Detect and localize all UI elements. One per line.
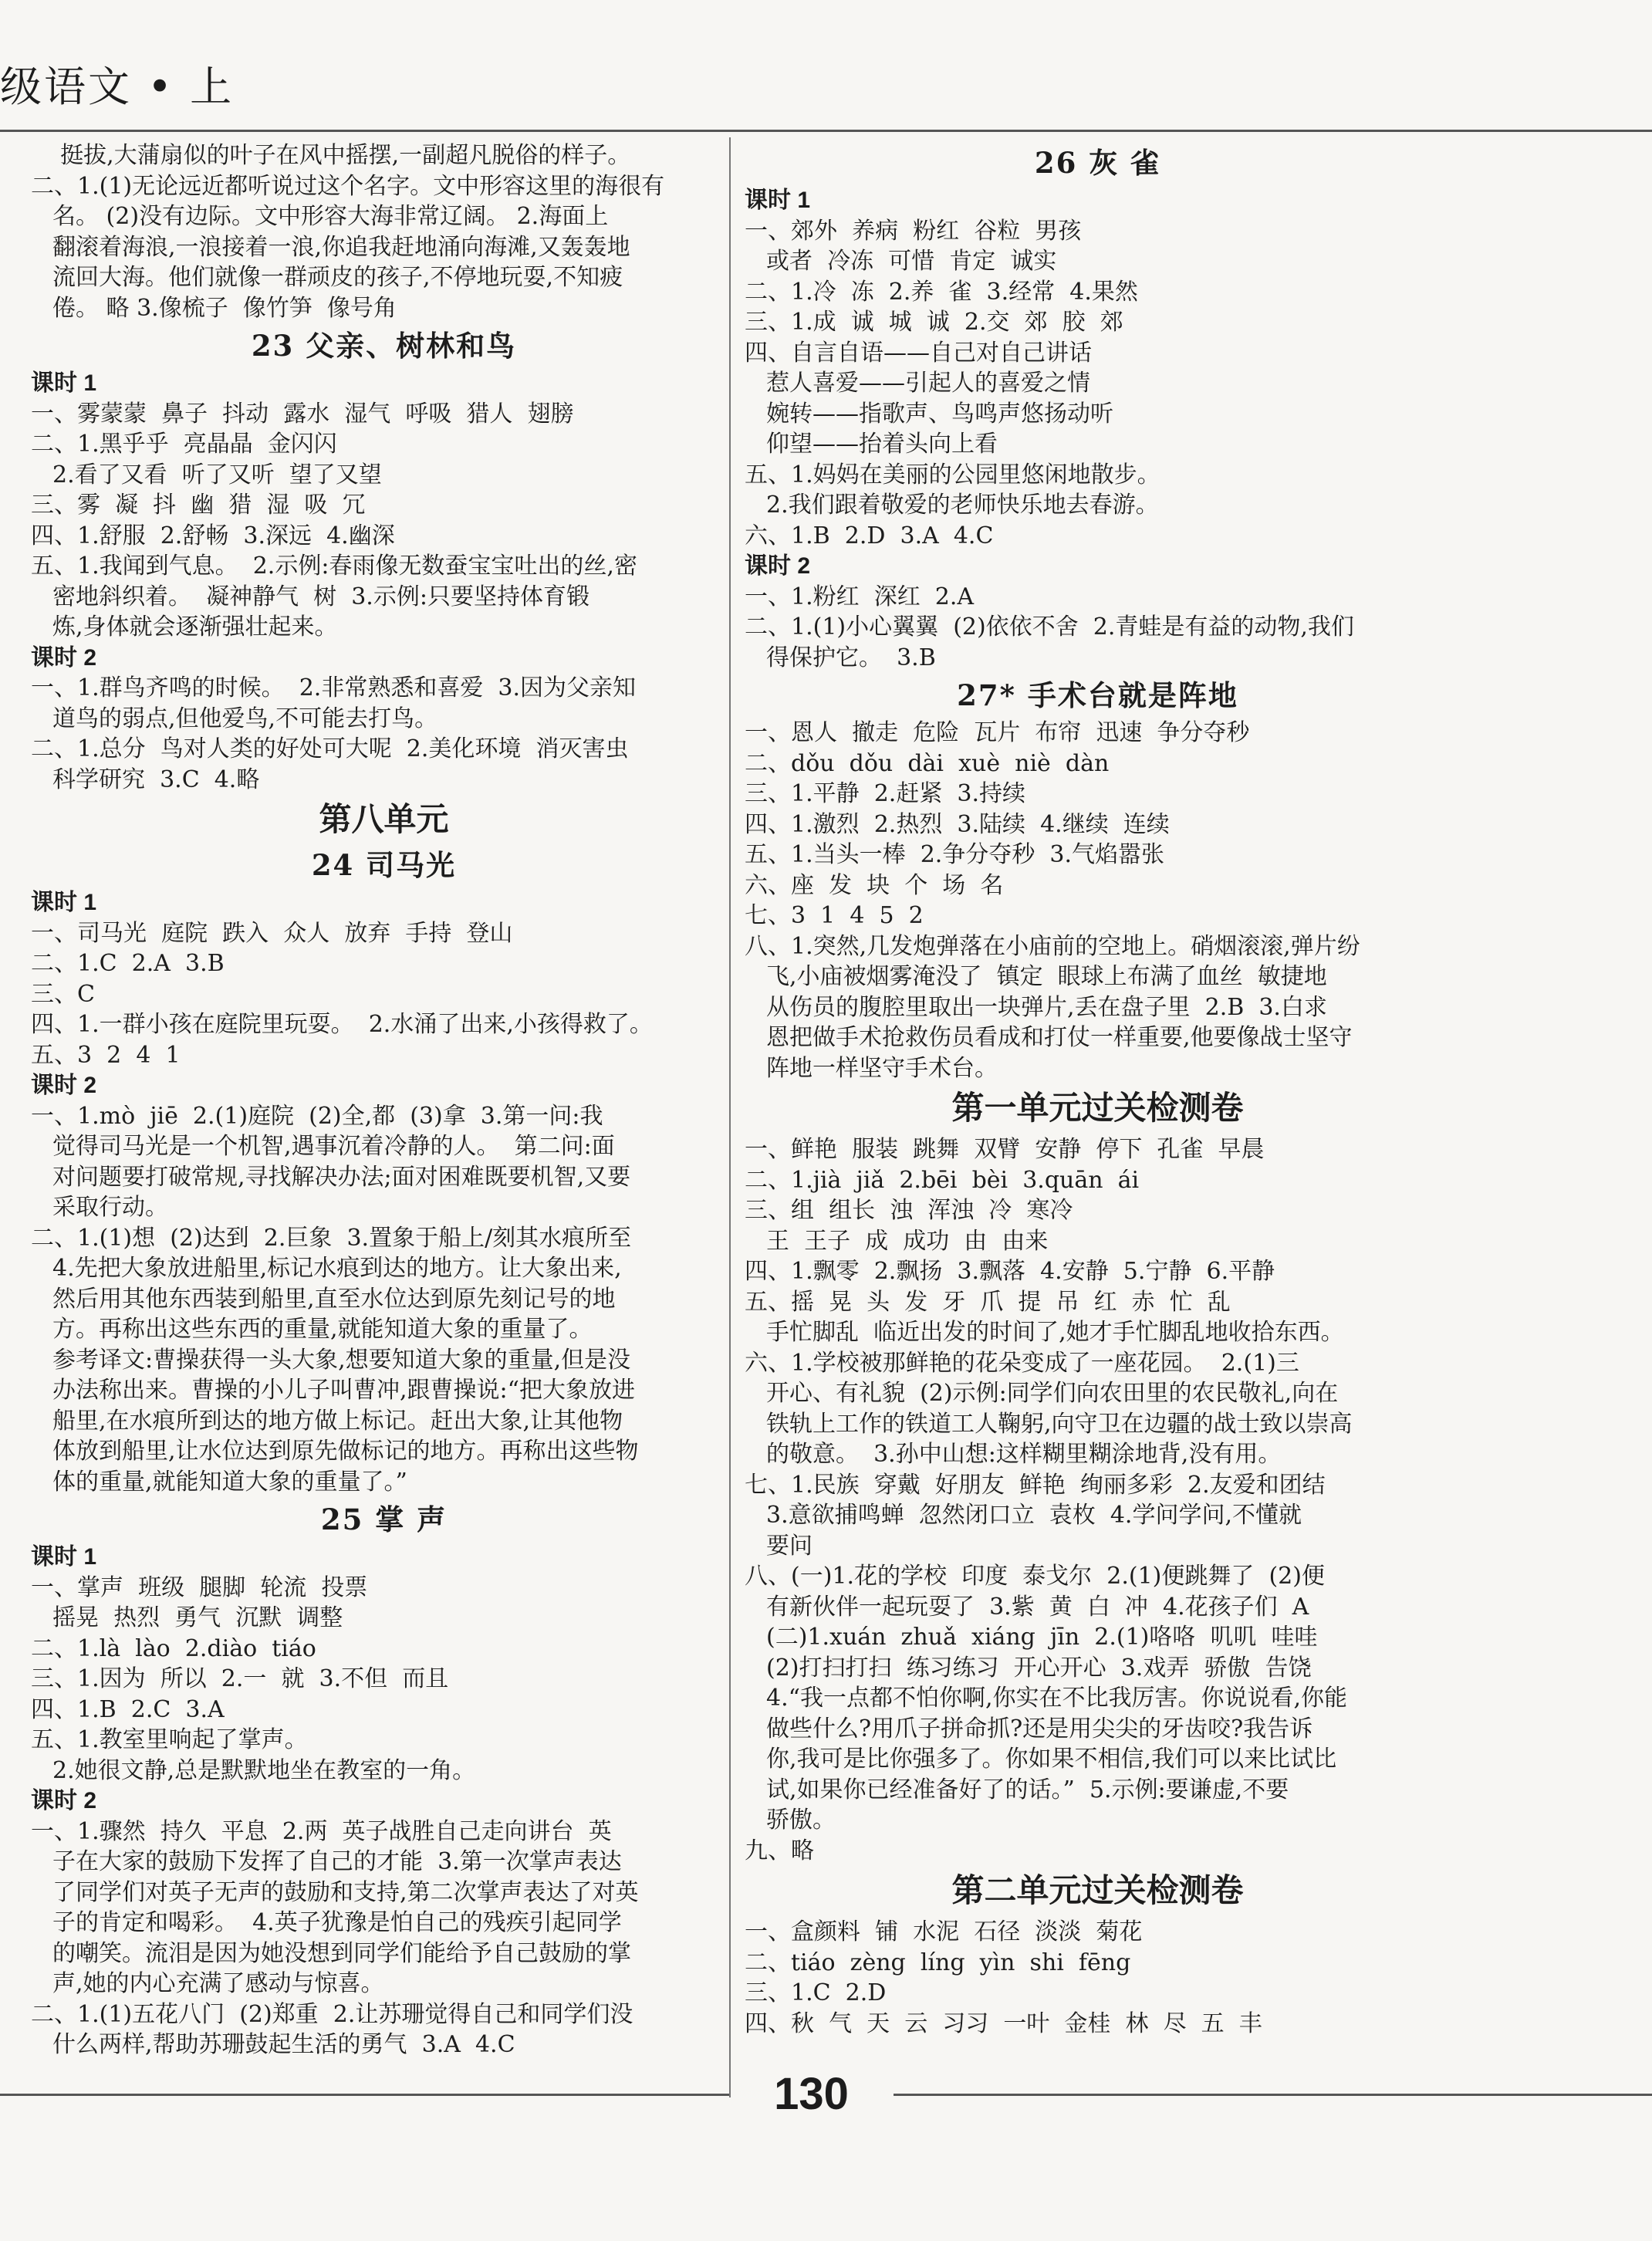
answer-line-continued: 了同学们对英子无声的鼓励和支持,第二次掌声表达了对英 xyxy=(52,1878,639,1906)
answer-line-continued: 翻滚着海浪,一浪接着一浪,你追我赶地涌向海滩,又轰轰地 xyxy=(52,233,630,261)
lesson-title: 26 灰 雀 xyxy=(1034,146,1161,180)
answer-line-continued: 什么两样,帮助苏珊鼓起生活的勇气 3.A 4.C xyxy=(52,2031,515,2058)
answer-line: 七、3 1 4 5 2 xyxy=(745,902,924,929)
answer-line-continued: 仰望——抬着头向上看 xyxy=(766,431,998,458)
answer-line-continued: 4.“我一点都不怕你啊,你实在不比我厉害。你说说看,你能 xyxy=(766,1685,1348,1712)
lesson-title: 25 掌 声 xyxy=(320,1502,448,1536)
answer-line-continued: 或者 冷冻 可惜 肯定 诚实 xyxy=(766,248,1057,275)
answer-line-continued: 开心、有礼貌 (2)示例:同学们向农田里的农民敬礼,向在 xyxy=(766,1380,1339,1407)
answer-line: 一、掌声 班级 腿脚 轮流 投票 xyxy=(31,1573,368,1601)
answer-line-continued: 名。 (2)没有边际。文中形容大海非常辽阔。 2.海面上 xyxy=(52,203,609,230)
answer-line: 五、摇 晃 头 发 牙 爪 提 吊 红 赤 忙 乱 xyxy=(745,1288,1231,1316)
answer-line-continued: 摇晃 热烈 勇气 沉默 调整 xyxy=(52,1604,343,1631)
answer-line-continued: 科学研究 3.C 4.略 xyxy=(52,766,260,793)
answer-line-continued: 的嘲笑。流泪是因为她没想到同学们能给予自己鼓励的掌 xyxy=(52,1939,631,1967)
answer-line: 七、1.民族 穿戴 好朋友 鲜艳 绚丽多彩 2.友爱和团结 xyxy=(745,1471,1326,1499)
answer-line-continued: 阵地一样坚守手术台。 xyxy=(766,1054,998,1082)
answer-line: 二、1.(1)小心翼翼 (2)依依不舍 2.青蛙是有益的动物,我们 xyxy=(745,613,1354,641)
answer-line-continued: 惹人喜爱——引起人的喜爱之情 xyxy=(766,370,1090,397)
answer-line: 二、1.(1)五花八门 (2)郑重 2.让苏珊觉得自己和同学们没 xyxy=(31,2000,633,2028)
answer-line-continued: 方。再称出这些东西的重量,就能知道大象的重量了。 xyxy=(52,1316,593,1343)
answer-line-continued: 声,她的内心充满了感动与惊喜。 xyxy=(52,1970,384,1997)
header-rule xyxy=(0,130,1652,132)
answer-line: 四、1.激烈 2.热烈 3.陆续 4.继续 连续 xyxy=(745,810,1170,838)
answer-line-continued: 倦。 略 3.像梳子 像竹笋 像号角 xyxy=(52,294,397,322)
answer-line: 五、3 2 4 1 xyxy=(31,1041,181,1069)
answer-line-continued: 办法称出来。曹操的小儿子叫曹冲,跟曹操说:“把大象放进 xyxy=(52,1377,635,1404)
answer-line-continued: 试,如果你已经准备好了的话。” 5.示例:要谦虚,不要 xyxy=(766,1776,1289,1803)
answer-line: 五、1.教室里响起了掌声。 xyxy=(31,1726,308,1753)
lesson-title: 23 父亲、树林和鸟 xyxy=(251,329,517,363)
answer-line-continued: 飞,小庙被烟雾淹没了 镇定 眼球上布满了血丝 敏捷地 xyxy=(766,963,1327,990)
answer-line: 一、恩人 撤走 危险 瓦片 布帘 迅速 争分夺秒 xyxy=(745,719,1250,746)
unit-title: 第二单元过关检测卷 xyxy=(951,1872,1244,1908)
answer-line: 八、(一)1.花的学校 印度 泰戈尔 2.(1)便跳舞了 (2)便 xyxy=(745,1563,1325,1590)
answer-line: 一、郊外 养病 粉红 谷粒 男孩 xyxy=(745,217,1082,245)
answer-line-continued: 从伤员的腹腔里取出一块弹片,丢在盘子里 2.B 3.白求 xyxy=(766,993,1327,1021)
answer-line: 一、盒颜料 铺 水泥 石径 淡淡 菊花 xyxy=(745,1918,1143,1945)
answer-line: 一、1.mò jiē 2.(1)庭院 (2)全,都 (3)拿 3.第一问:我 xyxy=(31,1102,603,1130)
answer-line-continued: 流回大海。他们就像一群顽皮的孩子,不停地玩耍,不知疲 xyxy=(52,264,623,291)
answer-line-continued: 子在大家的鼓励下发挥了自己的才能 3.第一次掌声表达 xyxy=(52,1848,622,1875)
answer-line-continued: 恩把做手术抢救伤员看成和打仗一样重要,他要像战士坚守 xyxy=(766,1024,1353,1051)
answer-line-continued: 参考译文:曹操获得一头大象,想要知道大象的重量,但是没 xyxy=(52,1346,631,1374)
answer-line-continued: 王 王子 成 成功 由 由来 xyxy=(766,1227,1049,1255)
lesson-period-label: 课时 1 xyxy=(745,188,811,213)
answer-line: 二、1.(1)无论远近都听说过这个名字。文中形容这里的海很有 xyxy=(31,172,665,200)
answer-line-continued: 有新伙伴一起玩耍了 3.紫 黄 白 冲 4.花孩子们 A xyxy=(766,1593,1309,1621)
answer-line: 二、tiáo zèng líng yìn shi fēng xyxy=(745,1949,1131,1976)
answer-line: 三、1.C 2.D xyxy=(745,1979,887,2006)
answer-line-continued: 2.我们跟着敬爱的老师快乐地去春游。 xyxy=(766,492,1159,519)
answer-line-continued: 船里,在水痕所到达的地方做上标记。赶出大象,让其他物 xyxy=(52,1407,623,1435)
answer-line-continued: 觉得司马光是一个机智,遇事沉着冷静的人。 第二问:面 xyxy=(52,1133,615,1160)
lesson-period-label: 课时 2 xyxy=(31,644,97,671)
answer-line-continued: 2.看了又看 听了又听 望了又望 xyxy=(52,461,382,488)
answer-line-continued: 3.意欲捕鸣蝉 忽然闭口立 袁枚 4.学问学问,不懂就 xyxy=(766,1502,1302,1529)
answer-line-continued: 4.先把大象放进船里,标记水痕到达的地方。让大象出来, xyxy=(52,1255,622,1282)
answer-line-continued: 做些什么?用爪子拼命抓?还是用尖尖的牙齿咬?我告诉 xyxy=(766,1715,1313,1742)
answer-line: 挺拔,大蒲扇似的叶子在风中摇摆,一副超凡脱俗的样子。 xyxy=(31,142,631,169)
answer-line: 四、自言自语——自己对自己讲话 xyxy=(745,339,1092,367)
answer-line-continued: 手忙脚乱 临近出发的时间了,她才手忙脚乱地收拾东西。 xyxy=(766,1319,1344,1346)
answer-line-continued: (二)1.xuán zhuǎ xiáng jīn 2.(1)咯咯 叽叽 哇哇 xyxy=(766,1624,1318,1651)
answer-line-continued: 得保护它。 3.B xyxy=(766,644,936,671)
answer-line: 二、1.冷 冻 2.养 雀 3.经常 4.果然 xyxy=(745,278,1138,306)
answer-line: 五、1.我闻到气息。 2.示例:春雨像无数蚕宝宝吐出的丝,密 xyxy=(31,553,637,580)
answer-line-continued: 然后用其他东西装到船里,直至水位达到原先刻记号的地 xyxy=(52,1285,616,1313)
answer-line: 四、1.飘零 2.飘扬 3.飘落 4.安静 5.宁静 6.平静 xyxy=(745,1258,1275,1285)
answer-line: 一、1.骤然 持久 平息 2.两 英子战胜自己走向讲台 英 xyxy=(31,1817,612,1845)
lesson-period-label: 课时 1 xyxy=(31,370,97,396)
answer-line-continued: 体的重量,就能知道大象的重量了。” xyxy=(52,1468,407,1496)
answer-line-continued: 体放到船里,让水位达到原先做标记的地方。再称出这些物 xyxy=(52,1438,639,1465)
answer-line: 一、雾蒙蒙 鼻子 抖动 露水 湿气 呼吸 猎人 翅膀 xyxy=(31,400,574,428)
answer-line: 二、1.总分 鸟对人类的好处可大呢 2.美化环境 消灭害虫 xyxy=(31,735,629,762)
answer-line: 八、1.突然,几发炮弹落在小庙前的空地上。硝烟滚滚,弹片纷 xyxy=(745,932,1360,960)
lesson-period-label: 课时 1 xyxy=(31,890,97,915)
answer-line: 三、1.成 诚 城 诚 2.交 郊 胶 郊 xyxy=(745,309,1123,336)
lesson-period-label: 课时 1 xyxy=(31,1544,97,1570)
answer-line: 四、1.B 2.C 3.A xyxy=(31,1695,225,1723)
answer-line-continued: 要问 xyxy=(766,1532,812,1560)
answer-line: 二、dǒu dǒu dài xuè niè dàn xyxy=(745,749,1110,777)
answer-line: 六、1.B 2.D 3.A 4.C xyxy=(745,522,994,549)
answer-line: 三、1.平静 2.赶紧 3.持续 xyxy=(745,780,1026,807)
page-header-title: 级语文 • 上 xyxy=(0,63,235,111)
answer-line: 五、1.妈妈在美丽的公园里悠闲地散步。 xyxy=(745,461,1160,488)
answer-line: 四、秋 气 天 云 习习 一叶 金桂 林 尽 五 丰 xyxy=(745,2009,1262,2037)
answer-line-continued: 骄傲。 xyxy=(766,1807,836,1834)
answer-line-continued: 铁轨上工作的铁道工人鞠躬,向守卫在边疆的战士致以崇高 xyxy=(766,1410,1353,1438)
page-number: 130 xyxy=(774,2069,849,2119)
answer-line-continued: 你,我可是比你强多了。你如果不相信,我们可以来比试比 xyxy=(766,1746,1337,1773)
answer-line: 二、1.(1)想 (2)达到 2.巨象 3.置象于船上/刻其水痕所至 xyxy=(31,1224,632,1252)
footer-rule-right xyxy=(894,2094,1652,2096)
answer-line: 一、鲜艳 服装 跳舞 双臂 安静 停下 孔雀 早晨 xyxy=(745,1136,1265,1163)
answer-line: 三、雾 凝 抖 幽 猎 湿 吸 冗 xyxy=(31,492,366,519)
answer-line: 三、C xyxy=(31,980,95,1008)
answer-line: 二、1.là lào 2.diào tiáo xyxy=(31,1634,316,1662)
unit-title: 第八单元 xyxy=(319,801,449,837)
answer-line-continued: 炼,身体就会逐渐强壮起来。 xyxy=(52,613,338,641)
unit-title: 第一单元过关检测卷 xyxy=(951,1090,1244,1126)
answer-line-continued: 2.她很文静,总是默默地坐在教室的一角。 xyxy=(52,1756,476,1784)
answer-line: 一、1.群鸟齐鸣的时候。 2.非常熟悉和喜爱 3.因为父亲知 xyxy=(31,674,637,701)
answer-line: 四、1.舒服 2.舒畅 3.深远 4.幽深 xyxy=(31,522,395,549)
answer-line: 一、1.粉红 深红 2.A xyxy=(745,583,975,610)
answer-line: 三、组 组长 浊 浑浊 冷 寒冷 xyxy=(745,1197,1073,1224)
answer-line: 九、略 xyxy=(745,1837,814,1864)
answer-line: 六、座 发 块 个 场 名 xyxy=(745,871,1004,899)
answer-line: 二、1.jià jiǎ 2.bēi bèi 3.quān ái xyxy=(745,1166,1140,1194)
answer-line-continued: 采取行动。 xyxy=(52,1194,168,1221)
answer-line: 六、1.学校被那鲜艳的花朵变成了一座花园。 2.(1)三 xyxy=(745,1349,1299,1377)
lesson-title: 27* 手术台就是阵地 xyxy=(957,678,1238,712)
answer-line-continued: (2)打扫打扫 练习练习 开心开心 3.戏弄 骄傲 告饶 xyxy=(766,1654,1312,1682)
answer-line-continued: 子的肯定和喝彩。 4.英子犹豫是怕自己的残疾引起同学 xyxy=(52,1909,622,1936)
answer-line: 一、司马光 庭院 跌入 众人 放弃 手持 登山 xyxy=(31,919,513,947)
lesson-title: 24 司马光 xyxy=(311,848,457,882)
answer-line-continued: 的敬意。 3.孙中山想:这样糊里糊涂地背,没有用。 xyxy=(766,1441,1282,1468)
lesson-period-label: 课时 2 xyxy=(31,1073,97,1098)
answer-line: 二、1.C 2.A 3.B xyxy=(31,950,225,977)
lesson-period-label: 课时 2 xyxy=(31,1788,97,1813)
left-column xyxy=(31,140,737,2077)
lesson-period-label: 课时 2 xyxy=(745,553,811,579)
answer-line-continued: 婉转——指歌声、鸟鸣声悠扬动听 xyxy=(766,400,1113,428)
footer-rule-left xyxy=(0,2094,729,2096)
answer-line: 二、1.黑乎乎 亮晶晶 金闪闪 xyxy=(31,431,337,458)
answer-line-continued: 道鸟的弱点,但他爱鸟,不可能去打鸟。 xyxy=(52,705,438,732)
answer-line-continued: 对问题要打破常规,寻找解决办法;面对困难既要机智,又要 xyxy=(52,1163,631,1191)
answer-line: 四、1.一群小孩在庭院里玩耍。 2.水涌了出来,小孩得救了。 xyxy=(31,1011,653,1038)
right-column xyxy=(745,140,1451,2077)
answer-line-continued: 密地斜织着。 凝神静气 树 3.示例:只要坚持体育锻 xyxy=(52,583,590,610)
column-divider xyxy=(729,137,731,2097)
answer-line: 三、1.因为 所以 2.一 就 3.不但 而且 xyxy=(31,1665,449,1692)
answer-line: 五、1.当头一棒 2.争分夺秒 3.气焰嚣张 xyxy=(745,841,1165,868)
